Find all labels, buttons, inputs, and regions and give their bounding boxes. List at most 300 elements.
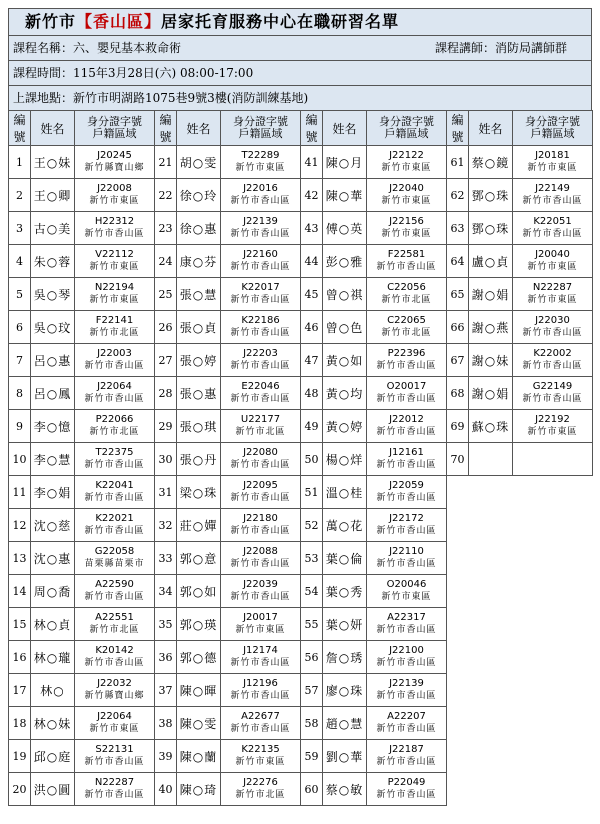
household-area: 新竹市香山區: [230, 460, 291, 470]
trainee-name: 張○婷: [177, 344, 221, 377]
id-number: J22139: [389, 678, 424, 689]
id-cell: [221, 641, 301, 674]
trainee-name: 林○貞: [31, 608, 75, 641]
row-number: 62: [447, 179, 469, 212]
id-number: J22008: [97, 183, 132, 194]
household-area: 苗栗縣苗栗市: [84, 559, 145, 569]
id-cell: [367, 410, 447, 443]
trainee-name: 謝○娟: [469, 278, 513, 311]
header-number: 編號: [9, 111, 31, 146]
row-number: 21: [155, 146, 177, 179]
id-number: J20181: [535, 150, 570, 161]
row-number: 17: [9, 674, 31, 707]
id-number: J22059: [389, 480, 424, 491]
blank-cell: [447, 740, 469, 773]
id-cell: [513, 410, 593, 443]
trainee-name: 沈○惠: [31, 542, 75, 575]
id-cell: [75, 146, 155, 179]
row-number: 27: [155, 344, 177, 377]
trainee-name: 郭○如: [177, 575, 221, 608]
household-area: 新竹市北區: [381, 295, 432, 305]
table-row: [9, 509, 593, 542]
row-number: 24: [155, 245, 177, 278]
id-cell: [367, 773, 447, 806]
id-cell: [367, 608, 447, 641]
blank-cell: [447, 509, 469, 542]
id-number: N22194: [94, 282, 135, 293]
trainee-name: 趙○慧: [323, 707, 367, 740]
id-number: J22088: [243, 546, 278, 557]
id-cell: [513, 311, 593, 344]
id-number: J22040: [389, 183, 424, 194]
header-number: 編號: [155, 111, 177, 146]
course-time-row: [8, 60, 592, 85]
id-cell: [367, 740, 447, 773]
id-cell: [221, 212, 301, 245]
trainee-name: 洪○圓: [31, 773, 75, 806]
table-row: [9, 575, 593, 608]
trainee-name: 梁○珠: [177, 476, 221, 509]
household-area: 新竹市香山區: [230, 295, 291, 305]
trainee-name: 朱○蓉: [31, 245, 75, 278]
blank-cell: [513, 476, 593, 509]
id-number: A22590: [95, 579, 134, 590]
household-area: 新竹市香山區: [522, 229, 583, 239]
household-area: 新竹市香山區: [230, 493, 291, 503]
id-number: K22135: [241, 744, 280, 755]
trainee-name: 黃○如: [323, 344, 367, 377]
id-number: J22187: [389, 744, 424, 755]
trainee-name: 康○芬: [177, 245, 221, 278]
table-row: [9, 641, 593, 674]
id-number: J22064: [97, 711, 132, 722]
trainee-name: 林○: [31, 674, 75, 707]
row-number: 51: [301, 476, 323, 509]
id-number: F22581: [387, 249, 426, 260]
row-number: 3: [9, 212, 31, 245]
id-cell: [221, 707, 301, 740]
id-number: G22149: [532, 381, 573, 392]
id-cell: [221, 311, 301, 344]
id-cell: [221, 575, 301, 608]
household-area: 新竹市香山區: [84, 229, 145, 239]
id-cell: [221, 179, 301, 212]
blank-cell: [513, 674, 593, 707]
trainee-name: 詹○琇: [323, 641, 367, 674]
id-number: J20245: [97, 150, 132, 161]
trainee-name: 謝○燕: [469, 311, 513, 344]
id-cell: [75, 245, 155, 278]
header-id-line2: 戶籍區域: [530, 127, 575, 140]
id-number: J22192: [535, 414, 570, 425]
trainee-name: 蘇○珠: [469, 410, 513, 443]
household-area: 新竹市香山區: [84, 790, 145, 800]
id-cell: [221, 245, 301, 278]
id-cell: [367, 575, 447, 608]
id-cell: [367, 311, 447, 344]
household-area: 新竹市香山區: [230, 196, 291, 206]
trainee-name: 楊○烊: [323, 443, 367, 476]
header-id: [367, 111, 447, 146]
household-area: 新竹市香山區: [84, 658, 145, 668]
row-number: 10: [9, 443, 31, 476]
trainee-name: 吳○琴: [31, 278, 75, 311]
id-cell: [367, 377, 447, 410]
household-area: 新竹市香山區: [230, 559, 291, 569]
trainee-name: 鄧○珠: [469, 179, 513, 212]
id-number: J22110: [389, 546, 424, 557]
id-cell: [75, 278, 155, 311]
row-number: 56: [301, 641, 323, 674]
row-number: 35: [155, 608, 177, 641]
row-number: 36: [155, 641, 177, 674]
blank-cell: [513, 575, 593, 608]
row-number: 5: [9, 278, 31, 311]
table-row: [9, 740, 593, 773]
header-id: [513, 111, 593, 146]
household-area: 新竹市香山區: [230, 592, 291, 602]
blank-cell: [513, 509, 593, 542]
trainee-name: 徐○惠: [177, 212, 221, 245]
id-cell: [367, 146, 447, 179]
trainee-name: 呂○鳳: [31, 377, 75, 410]
row-number: 6: [9, 311, 31, 344]
id-cell: [221, 146, 301, 179]
row-number: 14: [9, 575, 31, 608]
course-name: 課程名稱：六、嬰兒基本救命術: [13, 41, 182, 55]
id-number: J22180: [243, 513, 278, 524]
header-id: [221, 111, 301, 146]
id-number: J20017: [243, 612, 278, 623]
row-number: 41: [301, 146, 323, 179]
id-number: T22289: [241, 150, 280, 161]
household-area: 新竹市東區: [381, 163, 432, 173]
id-number: J22122: [389, 150, 424, 161]
trainee-name: 徐○玲: [177, 179, 221, 212]
household-area: 新竹市香山區: [376, 427, 437, 437]
id-cell: [221, 509, 301, 542]
row-number: 16: [9, 641, 31, 674]
row-number: 44: [301, 245, 323, 278]
household-area: 新竹市香山區: [522, 394, 583, 404]
id-cell: [221, 674, 301, 707]
id-number: A22207: [387, 711, 426, 722]
household-area: 新竹縣寶山鄉: [84, 691, 145, 701]
row-number: 43: [301, 212, 323, 245]
id-number: J22012: [389, 414, 424, 425]
trainee-name: 黃○均: [323, 377, 367, 410]
trainee-name: 劉○華: [323, 740, 367, 773]
id-number: J22030: [535, 315, 570, 326]
trainee-name: 張○慧: [177, 278, 221, 311]
trainee-name: 李○娟: [31, 476, 75, 509]
id-cell: [221, 278, 301, 311]
table-row: [9, 245, 593, 278]
household-area: 新竹市北區: [235, 790, 286, 800]
id-cell: [367, 542, 447, 575]
id-number: P22049: [387, 777, 426, 788]
id-number: K22002: [533, 348, 572, 359]
blank-cell: [447, 575, 469, 608]
header-name: 姓名: [323, 111, 367, 146]
id-cell: [513, 443, 593, 476]
id-number: U22177: [240, 414, 281, 425]
title-suffix: 居家托育服務中心在職研習名單: [161, 12, 400, 31]
household-area: 新竹市北區: [235, 427, 286, 437]
trainee-name: 張○丹: [177, 443, 221, 476]
id-number: K22041: [95, 480, 134, 491]
header-id-line2: 戶籍區域: [238, 127, 283, 140]
id-number: J22276: [243, 777, 278, 788]
trainee-name: 古○美: [31, 212, 75, 245]
row-number: 4: [9, 245, 31, 278]
table-row: [9, 443, 593, 476]
id-number: A22317: [387, 612, 426, 623]
household-area: 新竹市東區: [89, 724, 140, 734]
household-area: 新竹市香山區: [230, 229, 291, 239]
table-row: [9, 212, 593, 245]
trainee-name: 傅○英: [323, 212, 367, 245]
household-area: 新竹市香山區: [230, 394, 291, 404]
row-number: 58: [301, 707, 323, 740]
id-cell: [221, 410, 301, 443]
trainee-name: 黃○婷: [323, 410, 367, 443]
id-number: J22203: [243, 348, 278, 359]
blank-cell: [513, 641, 593, 674]
blank-cell: [469, 674, 513, 707]
trainee-name: 萬○花: [323, 509, 367, 542]
blank-cell: [513, 707, 593, 740]
id-cell: [75, 443, 155, 476]
trainee-name: 張○琪: [177, 410, 221, 443]
id-number: J22095: [243, 480, 278, 491]
household-area: 新竹市香山區: [376, 262, 437, 272]
id-number: J22016: [243, 183, 278, 194]
id-cell: [75, 212, 155, 245]
household-area: 新竹市香山區: [376, 460, 437, 470]
id-cell: [513, 179, 593, 212]
row-number: 26: [155, 311, 177, 344]
trainee-name: 郭○德: [177, 641, 221, 674]
blank-cell: [447, 707, 469, 740]
table-row: [9, 608, 593, 641]
household-area: 新竹市香山區: [376, 691, 437, 701]
id-cell: [367, 707, 447, 740]
trainee-name: 陳○華: [323, 179, 367, 212]
household-area: 新竹市東區: [527, 163, 578, 173]
row-number: 31: [155, 476, 177, 509]
trainee-name: 李○憶: [31, 410, 75, 443]
id-number: H22312: [94, 216, 135, 227]
household-area: 新竹市香山區: [376, 361, 437, 371]
id-cell: [221, 476, 301, 509]
roster-table: [8, 110, 593, 806]
blank-cell: [513, 740, 593, 773]
id-cell: [221, 344, 301, 377]
table-row: [9, 179, 593, 212]
id-cell: [513, 278, 593, 311]
id-cell: [367, 509, 447, 542]
row-number: 33: [155, 542, 177, 575]
household-area: 新竹市香山區: [230, 658, 291, 668]
trainee-name: 鄧○珠: [469, 212, 513, 245]
row-number: 7: [9, 344, 31, 377]
id-number: J22064: [97, 381, 132, 392]
id-number: G22058: [94, 546, 135, 557]
blank-cell: [469, 740, 513, 773]
id-cell: [221, 377, 301, 410]
table-row: [9, 476, 593, 509]
id-cell: [367, 179, 447, 212]
header-name: 姓名: [31, 111, 75, 146]
table-row: [9, 311, 593, 344]
blank-cell: [469, 608, 513, 641]
household-area: 新竹市東區: [235, 625, 286, 635]
id-cell: [75, 773, 155, 806]
trainee-name: 李○慧: [31, 443, 75, 476]
row-number: 29: [155, 410, 177, 443]
household-area: 新竹市香山區: [84, 460, 145, 470]
header-id-line2: 戶籍區域: [92, 127, 137, 140]
row-number: 47: [301, 344, 323, 377]
header-id-line1: 身分證字號: [87, 115, 142, 128]
trainee-name: 陳○月: [323, 146, 367, 179]
trainee-name: 陳○雯: [177, 707, 221, 740]
household-area: 新竹市香山區: [376, 394, 437, 404]
roster-sheet: [8, 8, 592, 806]
id-number: J22160: [243, 249, 278, 260]
blank-cell: [469, 509, 513, 542]
id-number: F22141: [95, 315, 134, 326]
household-area: 新竹市香山區: [230, 691, 291, 701]
id-cell: [221, 740, 301, 773]
id-number: J22156: [389, 216, 424, 227]
row-number: 42: [301, 179, 323, 212]
trainee-name: 莊○嬋: [177, 509, 221, 542]
trainee-name: 郭○瑛: [177, 608, 221, 641]
trainee-name: 葉○妍: [323, 608, 367, 641]
blank-cell: [469, 575, 513, 608]
household-area: 新竹市香山區: [84, 757, 145, 767]
id-cell: [75, 311, 155, 344]
trainee-name: 陳○蘭: [177, 740, 221, 773]
trainee-name: 葉○倫: [323, 542, 367, 575]
id-cell: [513, 245, 593, 278]
household-area: 新竹市香山區: [376, 757, 437, 767]
id-cell: [75, 740, 155, 773]
id-cell: [367, 476, 447, 509]
trainee-name: 林○妹: [31, 707, 75, 740]
id-number: J22100: [389, 645, 424, 656]
table-row: [9, 146, 593, 179]
row-number: 32: [155, 509, 177, 542]
trainee-name: 曾○色: [323, 311, 367, 344]
id-cell: [221, 773, 301, 806]
trainee-name: 曾○祺: [323, 278, 367, 311]
roster-body: [9, 146, 593, 806]
header-id-line1: 身分證字號: [233, 115, 288, 128]
id-cell: [221, 608, 301, 641]
row-number: 2: [9, 179, 31, 212]
household-area: 新竹市香山區: [84, 493, 145, 503]
household-area: 新竹市東區: [89, 262, 140, 272]
household-area: 新竹市香山區: [230, 361, 291, 371]
table-row: [9, 278, 593, 311]
blank-cell: [513, 542, 593, 575]
header-name: 姓名: [177, 111, 221, 146]
table-row: [9, 377, 593, 410]
blank-cell: [447, 542, 469, 575]
table-row: [9, 773, 593, 806]
id-cell: [513, 344, 593, 377]
trainee-name: 葉○秀: [323, 575, 367, 608]
row-number: 12: [9, 509, 31, 542]
table-row: [9, 707, 593, 740]
blank-cell: [447, 773, 469, 806]
row-number: 50: [301, 443, 323, 476]
trainee-name: 廖○珠: [323, 674, 367, 707]
row-number: 64: [447, 245, 469, 278]
household-area: 新竹市東區: [89, 295, 140, 305]
id-number: K22186: [241, 315, 280, 326]
blank-cell: [469, 542, 513, 575]
trainee-name: 謝○妹: [469, 344, 513, 377]
household-area: 新竹市北區: [381, 328, 432, 338]
header-number: 編號: [447, 111, 469, 146]
trainee-name: 林○瓏: [31, 641, 75, 674]
household-area: 新竹市東區: [381, 229, 432, 239]
blank-cell: [469, 641, 513, 674]
id-cell: [75, 509, 155, 542]
blank-cell: [469, 707, 513, 740]
trainee-name: 彭○雅: [323, 245, 367, 278]
row-number: 57: [301, 674, 323, 707]
course-lecturer: 課程講師：消防局講師群: [434, 41, 567, 55]
row-number: 52: [301, 509, 323, 542]
household-area: 新竹市香山區: [522, 361, 583, 371]
row-number: 54: [301, 575, 323, 608]
blank-cell: [447, 608, 469, 641]
id-cell: [75, 641, 155, 674]
trainee-name: 張○貞: [177, 311, 221, 344]
id-cell: [75, 377, 155, 410]
household-area: 新竹市東區: [381, 196, 432, 206]
id-cell: [513, 146, 593, 179]
household-area: 新竹市東區: [381, 592, 432, 602]
trainee-name: 陳○琦: [177, 773, 221, 806]
table-row: [9, 344, 593, 377]
household-area: 新竹市香山區: [230, 328, 291, 338]
row-number: 25: [155, 278, 177, 311]
blank-cell: [447, 476, 469, 509]
household-area: 新竹市東區: [527, 427, 578, 437]
household-area: 新竹市香山區: [376, 658, 437, 668]
trainee-name: 溫○桂: [323, 476, 367, 509]
household-area: 新竹市東區: [235, 163, 286, 173]
id-number: J12196: [243, 678, 278, 689]
row-number: 34: [155, 575, 177, 608]
id-number: J22139: [243, 216, 278, 227]
id-cell: [221, 443, 301, 476]
blank-cell: [469, 476, 513, 509]
household-area: 新竹縣寶山鄉: [84, 163, 145, 173]
title-district: 【香山區】: [76, 12, 162, 31]
row-number: 48: [301, 377, 323, 410]
id-number: N22287: [94, 777, 135, 788]
header-name: 姓名: [469, 111, 513, 146]
household-area: 新竹市香山區: [376, 790, 437, 800]
blank-cell: [447, 641, 469, 674]
